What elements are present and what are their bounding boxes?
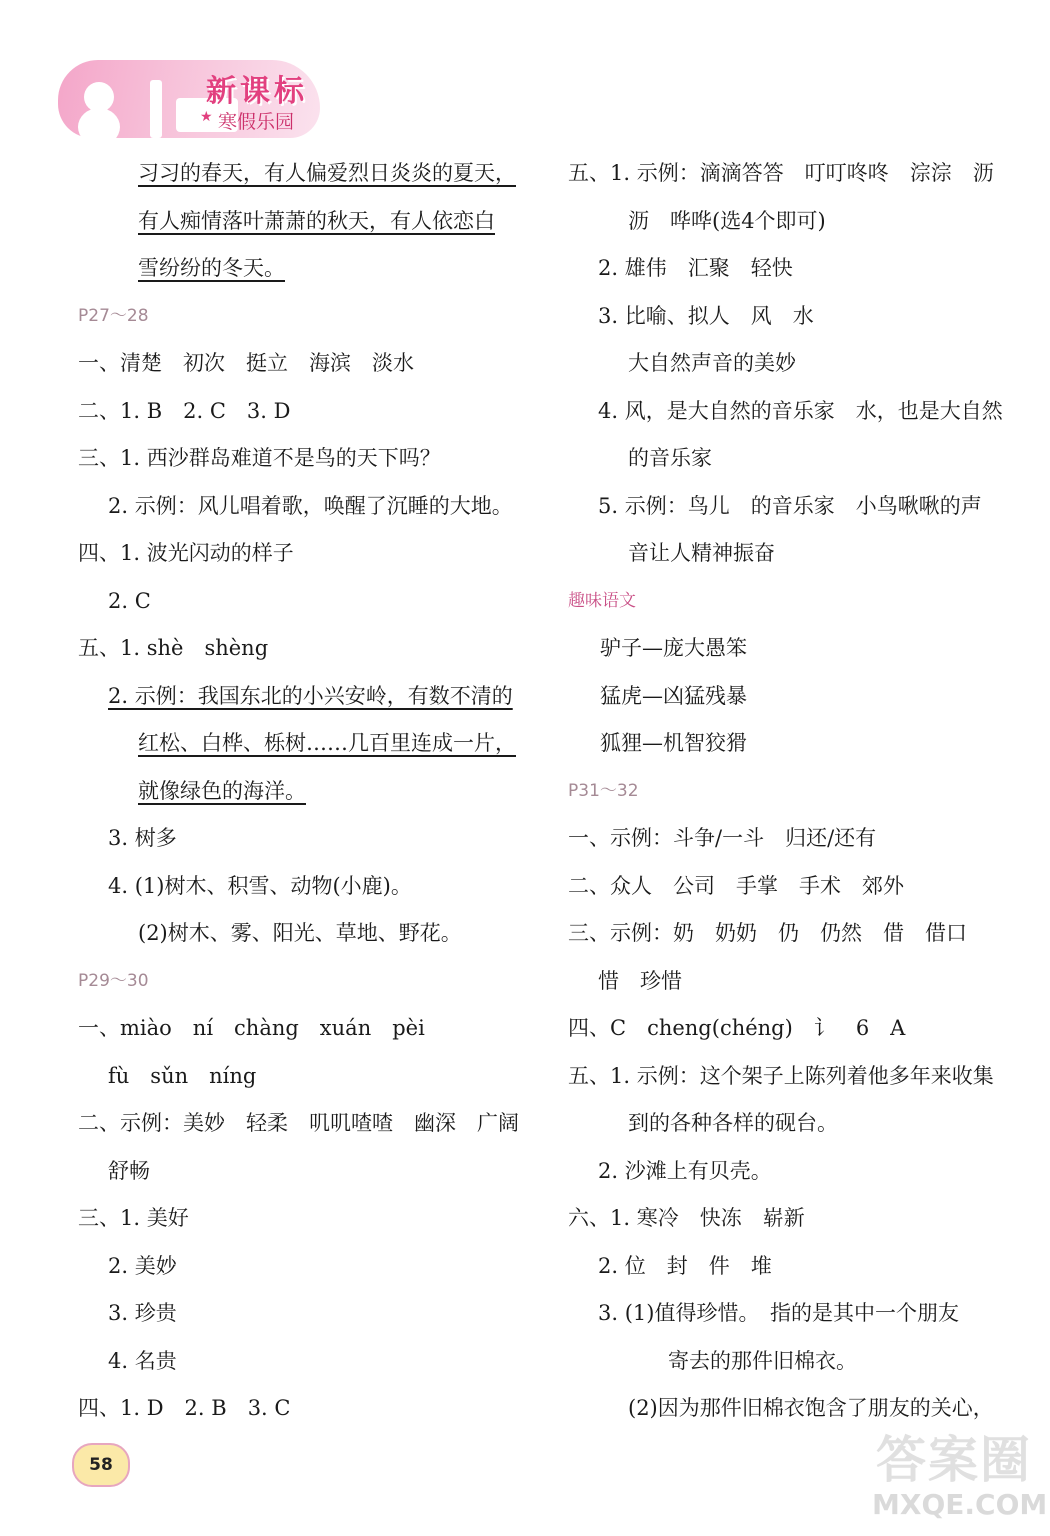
answer-text: 五、1. shè shèng xyxy=(78,636,269,660)
answer-text: 4. 名贵 xyxy=(108,1348,177,1373)
answer-text: fù sǔn níng xyxy=(108,1063,257,1088)
answer-line xyxy=(78,1053,533,1101)
answer-line xyxy=(78,1195,533,1243)
answer-text: P27～28 xyxy=(78,305,149,326)
series-title: 新课标 xyxy=(206,74,308,109)
section-heading xyxy=(568,768,1028,816)
answer-line xyxy=(78,1243,533,1291)
left-answer-column xyxy=(78,150,533,1433)
answer-line xyxy=(568,815,1028,863)
answer-line xyxy=(78,910,533,958)
answer-line xyxy=(78,1005,533,1053)
answer-line xyxy=(568,1053,1028,1101)
answer-text: 驴子—庞大愚笨 xyxy=(600,636,747,660)
answer-text: 大自然声音的美妙 xyxy=(628,351,796,375)
answer-text: 二、众人 公司 手掌 手术 郊外 xyxy=(568,873,904,898)
answer-line xyxy=(568,483,1028,531)
answer-text: 五、1. 示例：滴滴答答 叮叮咚咚 淙淙 沥 xyxy=(568,161,994,185)
answer-text: 2. 示例：我国东北的小兴安岭，有数不清的 xyxy=(108,683,513,708)
answer-line xyxy=(78,625,533,673)
answer-text: 一、miào ní chàng xuán pèi xyxy=(78,1016,425,1040)
answer-line xyxy=(78,768,533,816)
answer-text: 三、1. 西沙群岛难道不是鸟的天下吗？ xyxy=(78,446,441,470)
answer-line xyxy=(78,198,533,246)
answer-text: 有人痴情落叶萧萧的秋天，有人依恋白 xyxy=(138,208,495,233)
answer-line xyxy=(78,435,533,483)
answer-line xyxy=(568,245,1028,293)
answer-line xyxy=(568,1195,1028,1243)
answer-line xyxy=(568,530,1028,578)
answer-text: 三、示例：奶 奶奶 仍 仍然 借 借口 xyxy=(568,921,967,945)
answer-line xyxy=(568,340,1028,388)
answer-line xyxy=(568,673,1028,721)
answer-line xyxy=(78,388,533,436)
answer-text: 到的各种各样的砚台。 xyxy=(628,1111,838,1135)
answer-line xyxy=(568,958,1028,1006)
answer-line xyxy=(568,150,1028,198)
answer-text: 2. 美妙 xyxy=(108,1253,177,1278)
snowman-body-icon xyxy=(78,108,120,146)
answer-text: 四、1. D 2. B 3. C xyxy=(78,1396,291,1420)
watermark-logo xyxy=(868,1420,1048,1530)
answer-text: 二、示例：美妙 轻柔 叽叽喳喳 幽深 广阔 xyxy=(78,1111,519,1135)
answer-text: 一、清楚 初次 挺立 海滨 淡水 xyxy=(78,351,414,375)
answer-text: 5. 示例：鸟儿 的音乐家 小鸟啾啾的声 xyxy=(598,493,982,518)
answer-line xyxy=(78,1338,533,1386)
answer-text: 红松、白桦、栎树……几百里连成一片， xyxy=(138,731,516,755)
answer-line xyxy=(78,578,533,626)
answer-text: 四、C cheng(chéng) 讠 6 A xyxy=(568,1016,906,1040)
answer-line xyxy=(568,910,1028,958)
answer-text: 惜 珍惜 xyxy=(598,968,682,993)
answer-line xyxy=(78,245,533,293)
answer-text: 3. 树多 xyxy=(108,826,177,850)
answer-text: 狐狸—机智狡猾 xyxy=(600,731,747,755)
answer-line xyxy=(568,625,1028,673)
answer-text: 2. 位 封 件 堆 xyxy=(598,1253,772,1278)
answer-line xyxy=(78,1148,533,1196)
answer-text: (2)树木、雾、阳光、草地、野花。 xyxy=(138,921,462,945)
answer-text: 一、示例：斗争/一斗 归还/还有 xyxy=(568,826,877,850)
answer-text: 2. 示例：风儿唱着歌，唤醒了沉睡的大地。 xyxy=(108,493,513,518)
answer-text: 3. 珍贵 xyxy=(108,1301,177,1325)
watermark-text: 答案圈 xyxy=(876,1431,1032,1489)
answer-text: 3. 比喻、拟人 风 水 xyxy=(598,303,814,328)
answer-line xyxy=(568,435,1028,483)
answer-line xyxy=(568,1100,1028,1148)
answer-line xyxy=(568,293,1028,341)
answer-text: 舒畅 xyxy=(108,1158,150,1183)
answer-line xyxy=(568,198,1028,246)
page-number: 58 xyxy=(72,1443,130,1487)
answer-text: 2. 沙滩上有贝壳。 xyxy=(598,1158,772,1183)
tower-icon xyxy=(150,80,162,138)
answer-text: (2)因为那件旧棉衣饱含了朋友的关心， xyxy=(628,1396,994,1420)
answer-text: 音让人精神振奋 xyxy=(628,541,775,565)
answer-line xyxy=(78,1385,533,1433)
answer-text: 猛虎—凶猛残暴 xyxy=(600,683,747,708)
answer-text: 4. 风，是大自然的音乐家 水，也是大自然 xyxy=(598,398,1003,423)
answer-line xyxy=(568,720,1028,768)
answer-line xyxy=(568,1338,1028,1386)
answer-text: 趣味语文 xyxy=(568,590,636,611)
answer-text: 二、1. B 2. C 3. D xyxy=(78,398,291,423)
answer-line xyxy=(568,1005,1028,1053)
right-answer-column xyxy=(568,150,1028,1433)
answer-line xyxy=(78,673,533,721)
watermark-url: MXQE.COM xyxy=(872,1488,1048,1521)
answer-line xyxy=(568,388,1028,436)
answer-line xyxy=(78,530,533,578)
section-heading xyxy=(78,293,533,341)
answer-line xyxy=(568,1290,1028,1338)
answer-line xyxy=(78,1290,533,1338)
answer-line xyxy=(78,1100,533,1148)
answer-line xyxy=(78,720,533,768)
answer-text: 五、1. 示例：这个架子上陈列着他多年来收集 xyxy=(568,1063,994,1088)
answer-text: 沥 哗哗(选4个即可) xyxy=(628,208,826,233)
series-subtitle: 寒假乐园 xyxy=(218,111,295,133)
answer-text: 雪纷纷的冬天。 xyxy=(138,256,285,280)
answer-text: 四、1. 波光闪动的样子 xyxy=(78,541,294,565)
answer-line xyxy=(78,863,533,911)
answer-text: 寄去的那件旧棉衣。 xyxy=(668,1348,857,1373)
section-heading xyxy=(568,578,1028,626)
answer-text: P31～32 xyxy=(568,780,639,801)
answer-text: 4. (1)树木、积雪、动物(小鹿)。 xyxy=(108,873,412,898)
answer-text: 3. (1)值得珍惜。 指的是其中一个朋友 xyxy=(598,1301,959,1325)
answer-text: 三、1. 美好 xyxy=(78,1206,189,1230)
answer-text: 习习的春天，有人偏爱烈日炎炎的夏天， xyxy=(138,161,516,185)
answer-text: 2. C xyxy=(108,588,151,613)
answer-line xyxy=(568,1148,1028,1196)
answer-text: 的音乐家 xyxy=(628,446,712,470)
answer-text: P29～30 xyxy=(78,970,149,991)
answer-line xyxy=(568,863,1028,911)
answer-line xyxy=(78,483,533,531)
answer-line xyxy=(78,340,533,388)
answer-text: 六、1. 寒冷 快冻 崭新 xyxy=(568,1206,805,1230)
answer-text: 2. 雄伟 汇聚 轻快 xyxy=(598,256,793,280)
book-header xyxy=(58,52,333,142)
star-icon: ★ xyxy=(200,109,213,125)
answer-line xyxy=(568,1243,1028,1291)
section-heading xyxy=(78,958,533,1006)
answer-line xyxy=(78,150,533,198)
answer-text: 就像绿色的海洋。 xyxy=(138,778,306,803)
answer-line xyxy=(78,815,533,863)
